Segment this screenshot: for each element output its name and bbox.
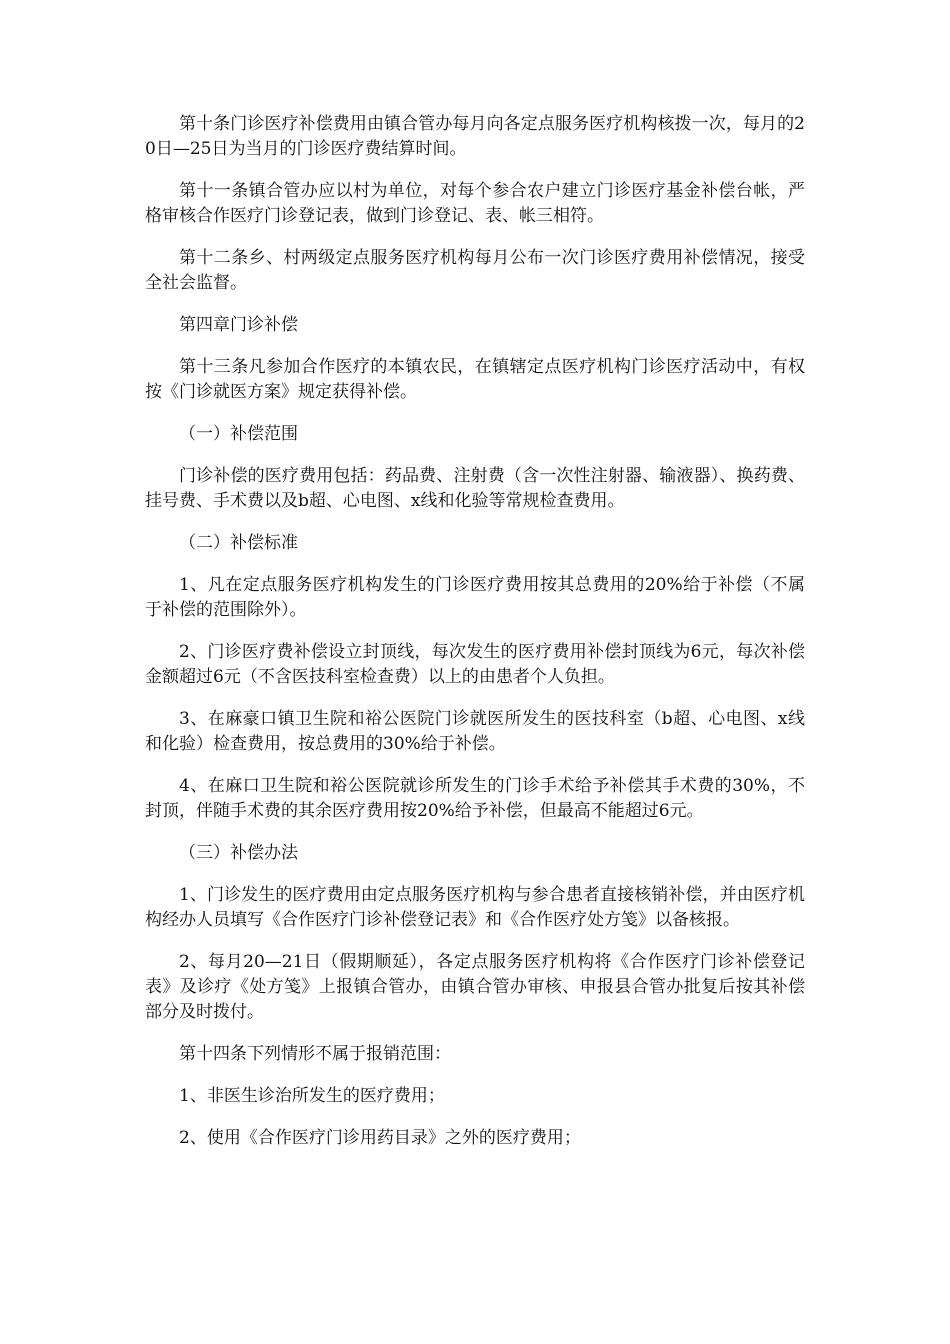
- section-heading-method: （三）补偿办法: [179, 843, 298, 863]
- document-body: [145, 112, 805, 1168]
- paragraph-article-11: 第十一条镇合管办应以村为单位，对每个参合农户建立门诊医疗基金补偿台帐，严格审核合作医疗门诊登记表，做到门诊登记、表、帐三相符。: [145, 181, 805, 226]
- paragraph-article-10: 第十条门诊医疗补偿费用由镇合管办每月向各定点服务医疗机构核拨一次，每月的20日—25日为当月的门诊医疗费结算时间。: [145, 114, 805, 159]
- paragraph-exclusion-1: 1、非医生诊治所发生的医疗费用；: [179, 1086, 445, 1106]
- paragraph-article-14: 第十四条下列情形不属于报销范围：: [179, 1044, 451, 1064]
- paragraph-method-2: 2、每月20—21日（假期顺延），各定点服务医疗机构将《合作医疗门诊补偿登记表》及诊疗《处方笺》上报镇合管办，由镇合管办审核、申报县合管办批复后按其补偿部分及时拨付。: [145, 952, 805, 1022]
- paragraph-standard-2: 2、门诊医疗费补偿设立封顶线，每次发生的医疗费用补偿封顶线为6元，每次补偿金额超过6元（不含医技科室检查费）以上的由患者个人负担。: [145, 642, 805, 687]
- paragraph-standard-4: 4、在麻口卫生院和裕公医院就诊所发生的门诊手术给予补偿其手术费的30%，不封顶，伴随手术费的其余医疗费用按20%给予补偿，但最高不能超过6元。: [145, 776, 805, 821]
- paragraph-method-1: 1、门诊发生的医疗费用由定点服务医疗机构与参合患者直接核销补偿，并由医疗机构经办人员填写《合作医疗门诊补偿登记表》和《合作医疗处方笺》以备核报。: [145, 885, 805, 930]
- paragraph-scope: 门诊补偿的医疗费用包括：药品费、注射费（含一次性注射器、输液器）、换药费、挂号费、手术费以及b超、心电图、x线和化验等常规检查费用。: [145, 466, 805, 511]
- paragraph-article-13: 第十三条凡参加合作医疗的本镇农民，在镇辖定点医疗机构门诊医疗活动中，有权按《门诊就医方案》规定获得补偿。: [145, 357, 805, 402]
- section-heading-standard: （二）补偿标准: [179, 533, 298, 553]
- paragraph-standard-3: 3、在麻豪口镇卫生院和裕公医院门诊就医所发生的医技科室（b超、心电图、x线和化验）检查费用，按总费用的30%给于补偿。: [145, 709, 805, 754]
- paragraph-article-12: 第十二条乡、村两级定点服务医疗机构每月公布一次门诊医疗费用补偿情况，接受全社会监督。: [145, 248, 805, 293]
- paragraph-standard-1: 1、凡在定点服务医疗机构发生的门诊医疗费用按其总费用的20%给于补偿（不属于补偿的范围除外）。: [145, 575, 805, 620]
- paragraph-exclusion-2: 2、使用《合作医疗门诊用药目录》之外的医疗费用；: [179, 1128, 581, 1148]
- section-heading-scope: （一）补偿范围: [179, 424, 298, 444]
- chapter-heading: 第四章门诊补偿: [179, 315, 298, 335]
